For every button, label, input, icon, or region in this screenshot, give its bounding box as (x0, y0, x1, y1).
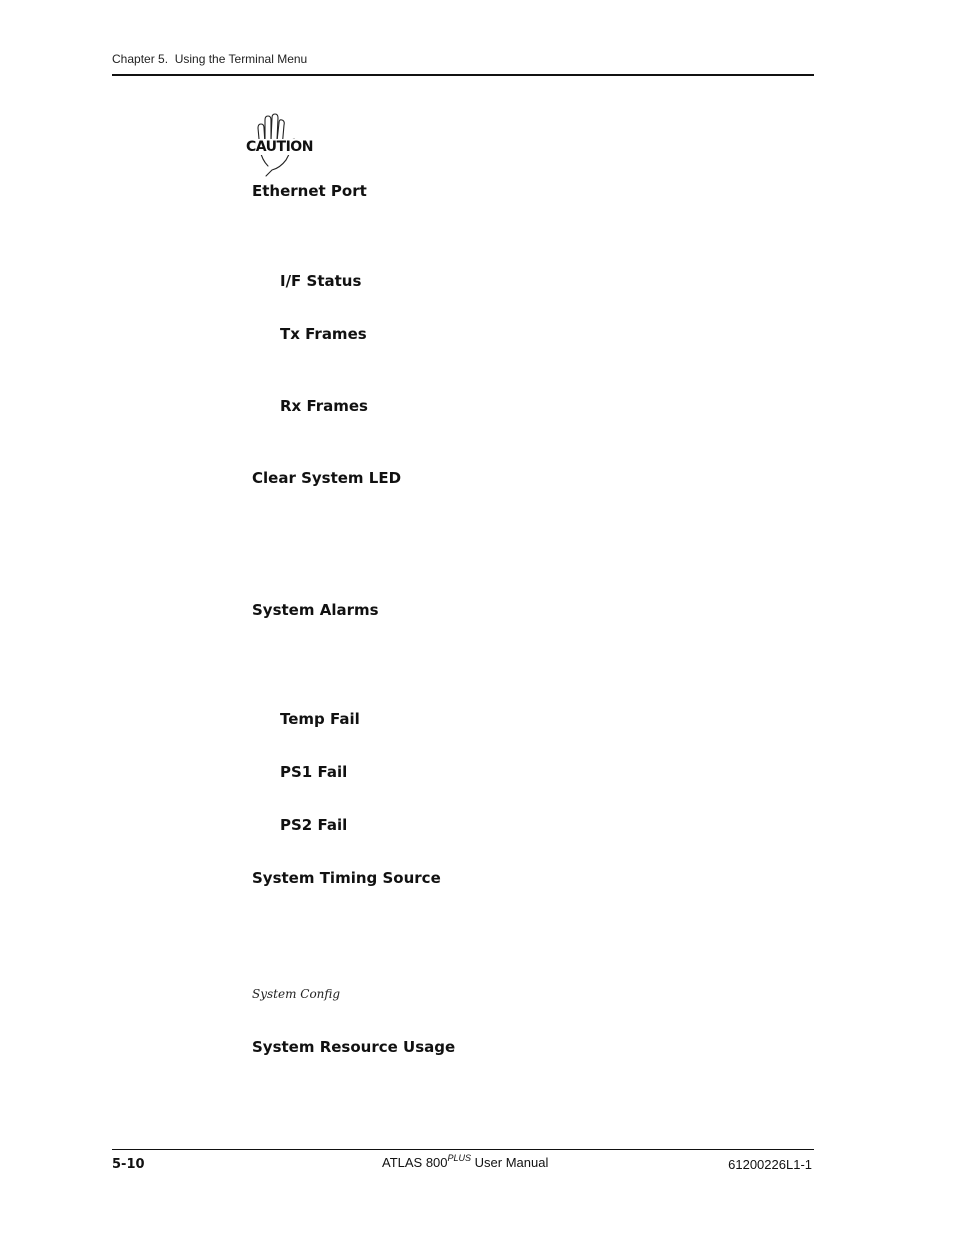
footer-rule (112, 1149, 814, 1150)
heading-ethernet-port: Ethernet Port (252, 182, 367, 200)
heading-clear-system-led: Clear System LED (252, 469, 402, 487)
chapter-title: Chapter 5. Using the Terminal Menu (112, 52, 308, 66)
manual-title (382, 1153, 548, 1170)
header-rule (112, 74, 814, 76)
document-number: 61200226L1-1 (728, 1157, 812, 1172)
heading-tx-frames: Tx Frames (280, 325, 367, 343)
product-suffix: User Manual (471, 1155, 549, 1170)
heading-if-status: I/F Status (280, 272, 362, 290)
heading-system-timing-source: System Timing Source (252, 869, 441, 887)
heading-system-alarms: System Alarms (252, 601, 379, 619)
heading-system-resource-usage: System Resource Usage (252, 1038, 456, 1056)
heading-temp-fail: Temp Fail (280, 710, 360, 728)
menu-reference-system-config: System Config (252, 987, 341, 1001)
heading-ps2-fail: PS2 Fail (280, 816, 348, 834)
heading-ps1-fail: PS1 Fail (280, 763, 348, 781)
caution-label: CAUTION (246, 139, 313, 155)
page-number: 5-10 (112, 1157, 145, 1172)
product-name: ATLAS 800 (382, 1155, 448, 1170)
product-superscript: PLUS (447, 1153, 472, 1163)
heading-rx-frames: Rx Frames (280, 397, 368, 415)
